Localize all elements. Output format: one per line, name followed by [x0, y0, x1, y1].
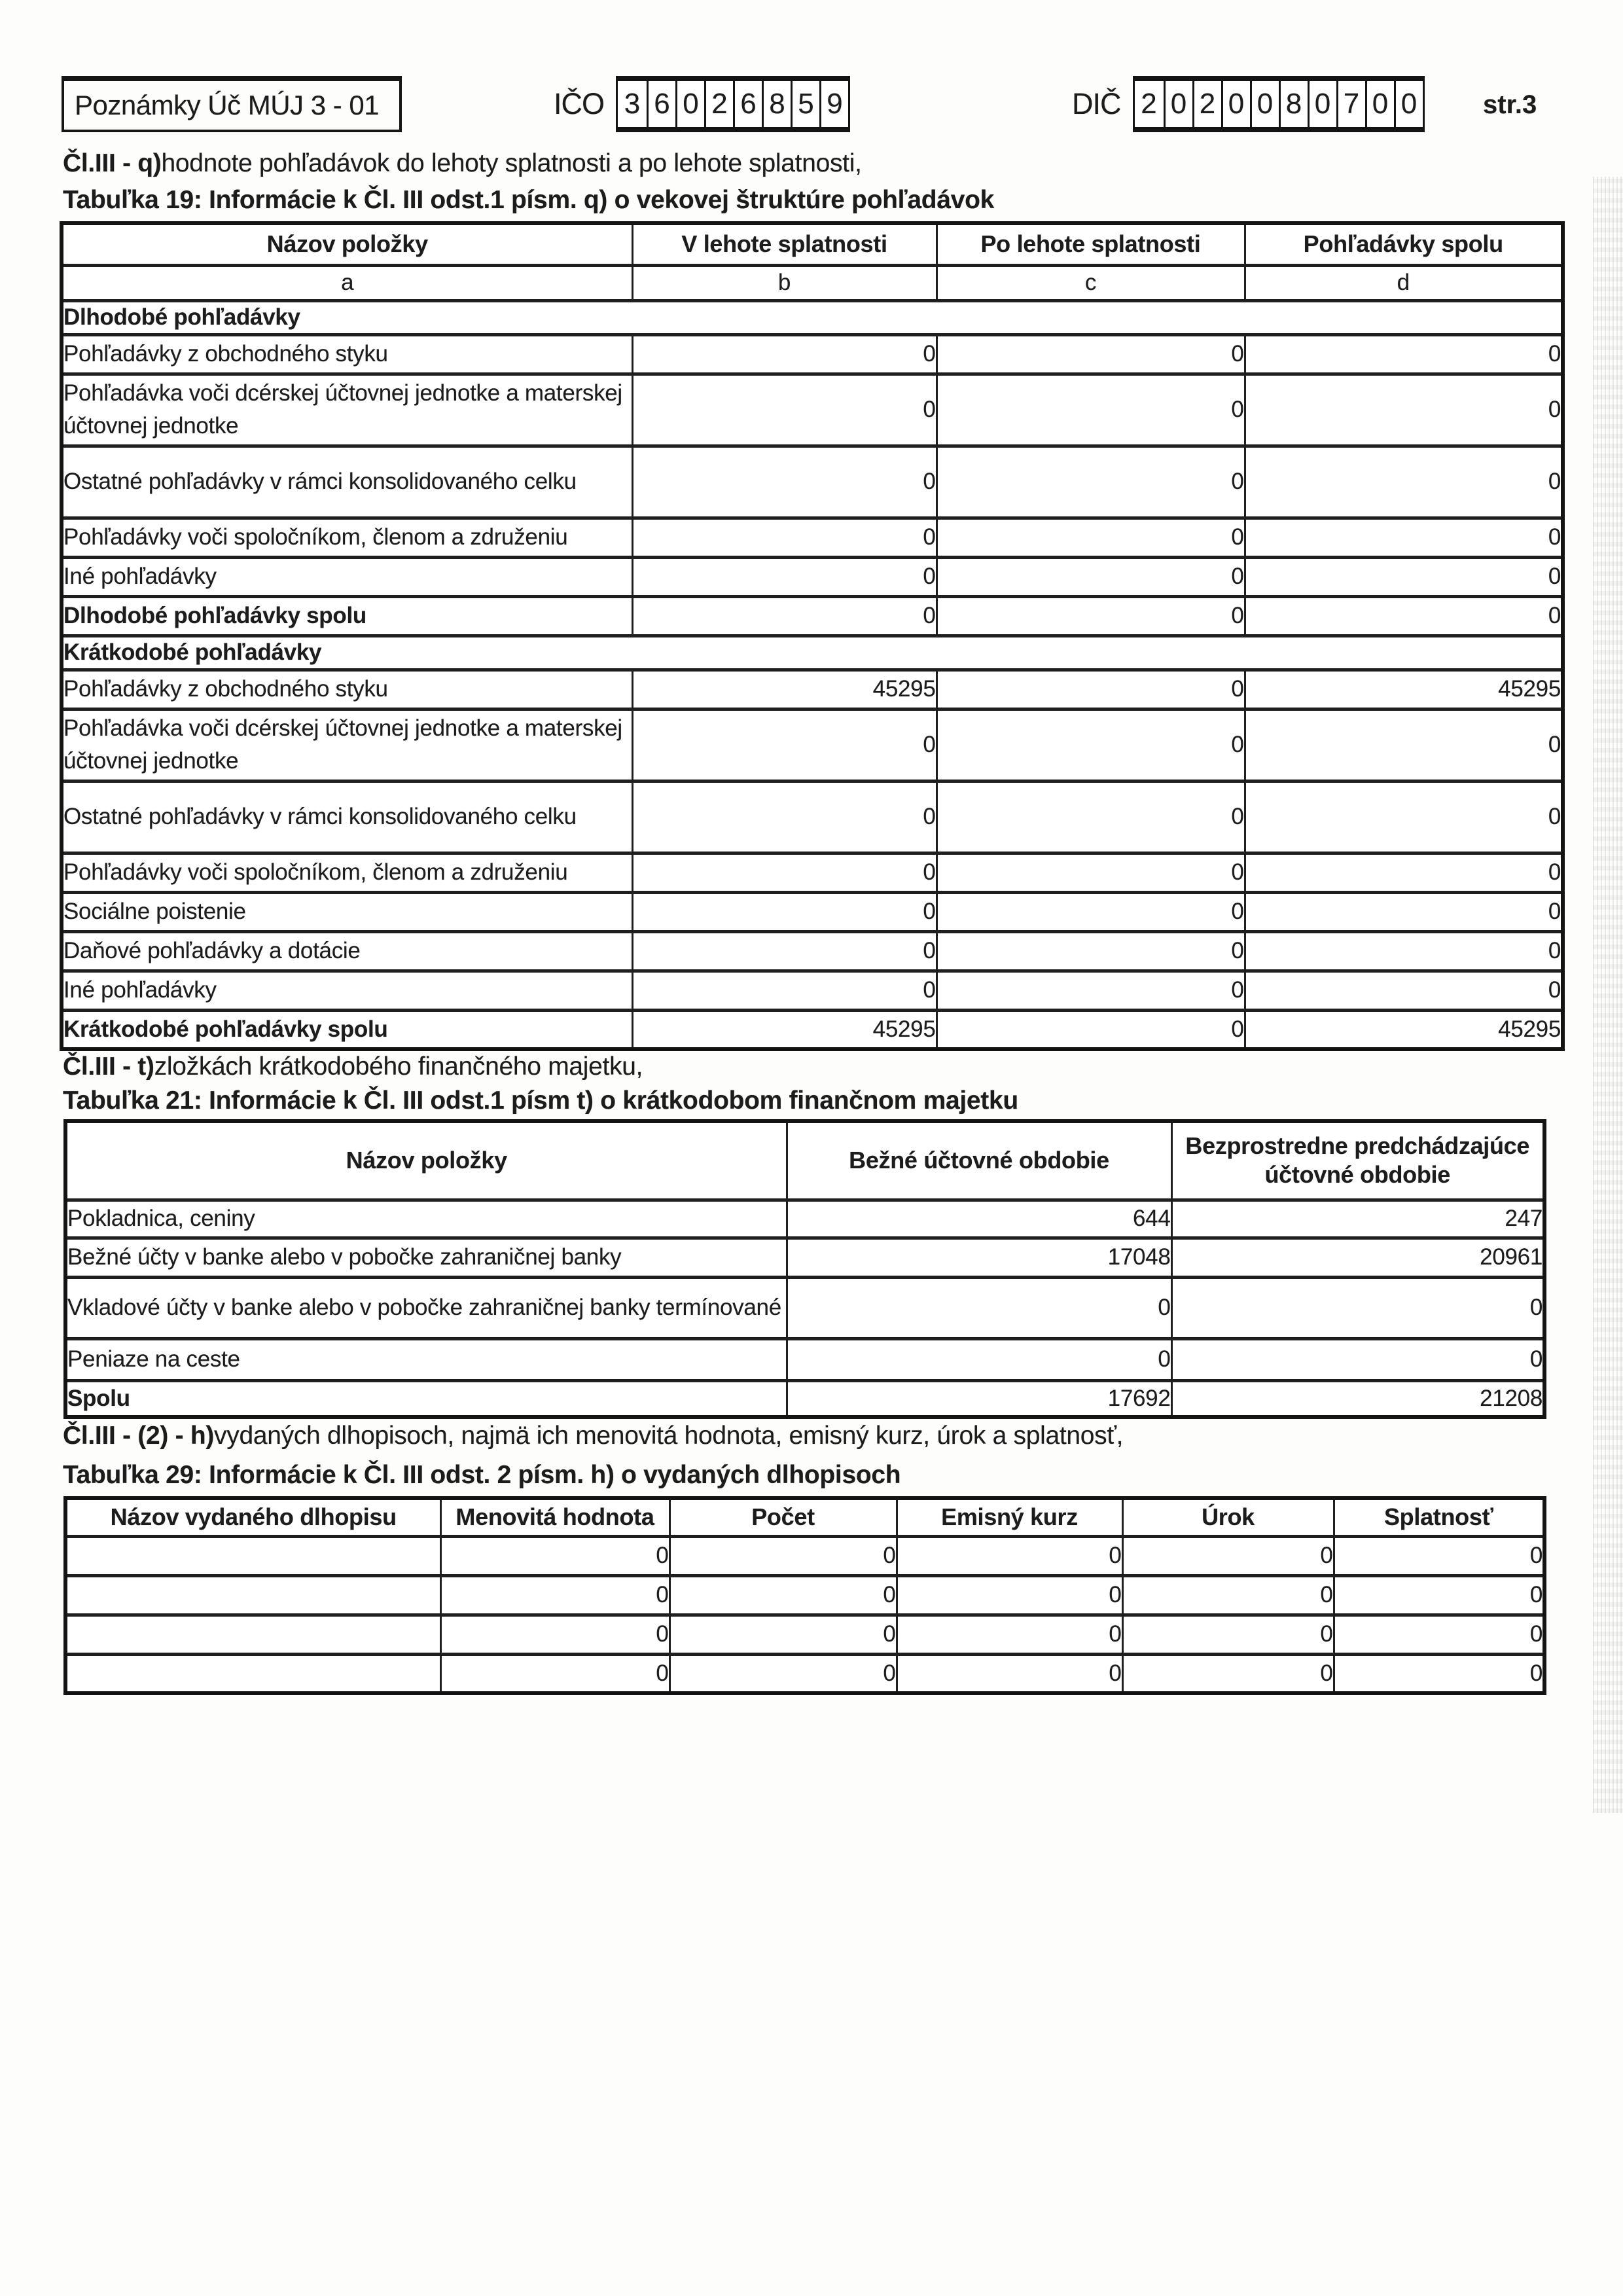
cell-value: 0	[897, 1615, 1122, 1654]
row-label: Peniaze na ceste	[65, 1338, 787, 1380]
section-label: Dlhodobé pohľadávky	[62, 300, 1563, 334]
row-label	[65, 1575, 440, 1615]
row-label: Daňové pohľadávky a dotácie	[62, 931, 632, 971]
total-row	[62, 1010, 1563, 1049]
dic-digit: 0	[1365, 81, 1394, 127]
dic-digit: 7	[1336, 81, 1365, 127]
cell-value: 0	[1245, 446, 1563, 518]
cell-value: 0	[936, 709, 1245, 781]
cell-value: 0	[897, 1536, 1122, 1575]
cell-value: 0	[632, 892, 936, 931]
row-label: Sociálne poistenie	[62, 892, 632, 931]
row-label	[65, 1654, 440, 1693]
column-header: Počet	[669, 1498, 897, 1536]
dic-digit: 0	[1221, 81, 1250, 127]
cell-value: 0	[1334, 1575, 1544, 1615]
table-row	[62, 374, 1563, 446]
section-t-text: zložkách krátkodobého finančného majetku,	[154, 1052, 643, 1081]
row-label: Spolu	[65, 1380, 787, 1417]
table-row	[65, 1238, 1544, 1277]
cell-value: 0	[632, 931, 936, 971]
cell-value: 0	[1245, 596, 1563, 636]
column-header: Bežné účtovné obdobie	[787, 1121, 1171, 1200]
section-row	[62, 636, 1563, 670]
column-header: Názov položky	[62, 223, 632, 265]
section-t-ref: Čl.III - t)	[63, 1052, 154, 1081]
ico-label: IČO	[554, 87, 605, 120]
column-header: Menovitá hodnota	[440, 1498, 669, 1536]
column-letter: a	[62, 265, 632, 300]
cell-value: 0	[632, 518, 936, 557]
dic-digit: 0	[1250, 81, 1279, 127]
cell-value: 0	[632, 596, 936, 636]
row-label: Pohľadávky voči spoločníkom, členom a združeniu	[62, 853, 632, 892]
ico-digit: 9	[819, 81, 848, 127]
column-header: Úrok	[1122, 1498, 1334, 1536]
cell-value: 0	[440, 1536, 669, 1575]
cell-value: 0	[1245, 971, 1563, 1010]
cell-value: 0	[440, 1615, 669, 1654]
ico-digit-boxes	[616, 76, 850, 132]
section-label: Krátkodobé pohľadávky	[62, 636, 1563, 670]
dic-digit: 0	[1164, 81, 1192, 127]
cell-value: 0	[936, 971, 1245, 1010]
cell-value: 0	[787, 1338, 1171, 1380]
cell-value: 20961	[1171, 1238, 1544, 1277]
section-h-text: vydaných dlhopisoch, najmä ich menovitá hodnota, emisný kurz, úrok a splatnosť,	[214, 1422, 1124, 1450]
table-subheader-row	[62, 265, 1563, 300]
cell-value: 0	[936, 334, 1245, 374]
cell-value: 0	[1122, 1654, 1334, 1693]
table-row	[65, 1575, 1544, 1615]
total-row	[62, 596, 1563, 636]
cell-value: 0	[1122, 1575, 1334, 1615]
cell-value: 0	[632, 557, 936, 596]
cell-value: 45295	[1245, 1010, 1563, 1049]
ico-digit: 8	[762, 81, 791, 127]
table-row	[65, 1277, 1544, 1338]
cell-value: 0	[440, 1575, 669, 1615]
cell-value: 0	[1245, 931, 1563, 971]
table-row	[62, 781, 1563, 853]
table-header-row	[62, 223, 1563, 265]
cell-value: 0	[1245, 518, 1563, 557]
row-label: Krátkodobé pohľadávky spolu	[62, 1010, 632, 1049]
row-label: Iné pohľadávky	[62, 557, 632, 596]
cell-value: 0	[936, 518, 1245, 557]
row-label: Pohľadávky z obchodného styku	[62, 670, 632, 709]
table19-vekova-struktura-pohladavok	[60, 221, 1565, 1051]
scan-edge-artifact	[1593, 177, 1623, 1813]
column-header: Bezprostredne predchádzajúce účtovné obdobie	[1171, 1121, 1544, 1200]
cell-value: 0	[936, 781, 1245, 853]
cell-value: 644	[787, 1200, 1171, 1238]
cell-value: 0	[669, 1615, 897, 1654]
table29-title: Tabuľka 29: Informácie k Čl. III odst. 2 písm. h) o vydaných dlhopisoch	[63, 1461, 901, 1489]
table21-kratkodoby-financny-majetok	[63, 1119, 1546, 1419]
section-q-ref: Čl.III - q)	[63, 149, 162, 177]
table-row	[65, 1615, 1544, 1654]
row-label: Ostatné pohľadávky v rámci konsolidovaného celku	[62, 781, 632, 853]
column-header: Názov vydaného dlhopisu	[65, 1498, 440, 1536]
row-label: Pokladnica, ceniny	[65, 1200, 787, 1238]
cell-value: 0	[1245, 334, 1563, 374]
section-q-text: hodnote pohľadávok do lehoty splatnosti a po lehote splatnosti,	[161, 149, 862, 177]
dic-label: DIČ	[1072, 87, 1121, 120]
table29-vydane-dlhopisy	[63, 1496, 1546, 1695]
cell-value: 0	[787, 1277, 1171, 1338]
section-h-intro	[63, 1422, 1123, 1450]
table-row	[62, 853, 1563, 892]
table-row	[62, 557, 1563, 596]
cell-value: 0	[936, 1010, 1245, 1049]
table-header-row	[65, 1498, 1544, 1536]
cell-value: 0	[936, 374, 1245, 446]
cell-value: 0	[936, 892, 1245, 931]
cell-value: 0	[897, 1575, 1122, 1615]
column-header: V lehote splatnosti	[632, 223, 936, 265]
column-letter: c	[936, 265, 1245, 300]
table19-title: Tabuľka 19: Informácie k Čl. III odst.1 písm. q) o vekovej štruktúre pohľadávok	[63, 186, 995, 214]
total-row	[65, 1380, 1544, 1417]
table-row	[65, 1654, 1544, 1693]
column-header: Názov položky	[65, 1121, 787, 1200]
cell-value: 45295	[632, 670, 936, 709]
row-label: Pohľadávky z obchodného styku	[62, 334, 632, 374]
cell-value: 0	[632, 334, 936, 374]
cell-value: 0	[632, 709, 936, 781]
cell-value: 0	[936, 557, 1245, 596]
cell-value: 0	[1334, 1536, 1544, 1575]
dic-digit: 8	[1279, 81, 1308, 127]
cell-value: 0	[1122, 1615, 1334, 1654]
cell-value: 0	[632, 853, 936, 892]
column-header: Po lehote splatnosti	[936, 223, 1245, 265]
ico-digit: 6	[733, 81, 762, 127]
table-row	[65, 1200, 1544, 1238]
cell-value: 0	[936, 853, 1245, 892]
dic-digit: 2	[1192, 81, 1221, 127]
cell-value: 0	[632, 446, 936, 518]
table21-title: Tabuľka 21: Informácie k Čl. III odst.1 písm t) o krátkodobom finančnom majetku	[63, 1086, 1018, 1115]
section-q-intro	[63, 149, 862, 178]
cell-value: 0	[936, 670, 1245, 709]
table-row	[62, 446, 1563, 518]
cell-value: 0	[936, 931, 1245, 971]
cell-value: 0	[1245, 853, 1563, 892]
table-row	[65, 1536, 1544, 1575]
table-row	[62, 931, 1563, 971]
table-row	[62, 709, 1563, 781]
cell-value: 0	[1245, 709, 1563, 781]
page-number: str.3	[1483, 90, 1537, 119]
dic-group	[1072, 75, 1425, 134]
cell-value: 0	[1171, 1277, 1544, 1338]
ico-digit: 5	[791, 81, 819, 127]
cell-value: 0	[1245, 781, 1563, 853]
row-label: Bežné účty v banke alebo v pobočke zahraničnej banky	[65, 1238, 787, 1277]
cell-value: 0	[632, 971, 936, 1010]
table-row	[62, 334, 1563, 374]
ico-digit: 0	[675, 81, 704, 127]
cell-value: 0	[936, 446, 1245, 518]
cell-value: 0	[1245, 557, 1563, 596]
row-label: Dlhodobé pohľadávky spolu	[62, 596, 632, 636]
cell-value: 0	[1122, 1536, 1334, 1575]
table-row	[62, 892, 1563, 931]
cell-value: 0	[632, 374, 936, 446]
cell-value: 21208	[1171, 1380, 1544, 1417]
row-label: Ostatné pohľadávky v rámci konsolidovaného celku	[62, 446, 632, 518]
column-header: Emisný kurz	[897, 1498, 1122, 1536]
cell-value: 0	[669, 1575, 897, 1615]
row-label: Iné pohľadávky	[62, 971, 632, 1010]
ico-digit: 6	[647, 81, 675, 127]
cell-value: 0	[669, 1536, 897, 1575]
dic-digit: 0	[1308, 81, 1336, 127]
column-letter: d	[1245, 265, 1563, 300]
cell-value: 0	[440, 1654, 669, 1693]
ico-digit: 2	[704, 81, 733, 127]
dic-digit: 2	[1141, 88, 1157, 120]
column-header: Pohľadávky spolu	[1245, 223, 1563, 265]
cell-value: 0	[1245, 892, 1563, 931]
cell-value: 0	[1171, 1338, 1544, 1380]
dic-digit-boxes	[1133, 76, 1425, 132]
cell-value: 0	[1334, 1654, 1544, 1693]
dic-digit: 0	[1394, 81, 1423, 127]
ico-digit: 3	[624, 88, 641, 120]
cell-value: 0	[897, 1654, 1122, 1693]
cell-value: 45295	[1245, 670, 1563, 709]
cell-value: 45295	[632, 1010, 936, 1049]
row-label: Pohľadávka voči dcérskej účtovnej jednotke a materskej účtovnej jednotke	[62, 709, 632, 781]
cell-value: 0	[936, 596, 1245, 636]
form-title-box	[62, 76, 402, 132]
cell-value: 17692	[787, 1380, 1171, 1417]
row-label: Vkladové účty v banke alebo v pobočke zahraničnej banky termínované	[65, 1277, 787, 1338]
section-h-ref: Čl.III - (2) - h)	[63, 1422, 215, 1450]
cell-value: 247	[1171, 1200, 1544, 1238]
cell-value: 0	[632, 781, 936, 853]
form-title: Poznámky Úč MÚJ 3 - 01	[75, 90, 380, 120]
table-row	[62, 518, 1563, 557]
cell-value: 17048	[787, 1238, 1171, 1277]
cell-value: 0	[1334, 1615, 1544, 1654]
cell-value: 0	[669, 1654, 897, 1693]
table-header-row	[65, 1121, 1544, 1200]
section-t-intro	[63, 1052, 643, 1081]
table-row	[65, 1338, 1544, 1380]
ico-group	[554, 75, 850, 134]
column-letter: b	[632, 265, 936, 300]
row-label: Pohľadávky voči spoločníkom, členom a združeniu	[62, 518, 632, 557]
row-label	[65, 1536, 440, 1575]
row-label	[65, 1615, 440, 1654]
column-header: Splatnosť	[1334, 1498, 1544, 1536]
row-label: Pohľadávka voči dcérskej účtovnej jednotke a materskej účtovnej jednotke	[62, 374, 632, 446]
cell-value: 0	[1245, 374, 1563, 446]
table-row	[62, 670, 1563, 709]
table-row	[62, 971, 1563, 1010]
section-row	[62, 300, 1563, 334]
